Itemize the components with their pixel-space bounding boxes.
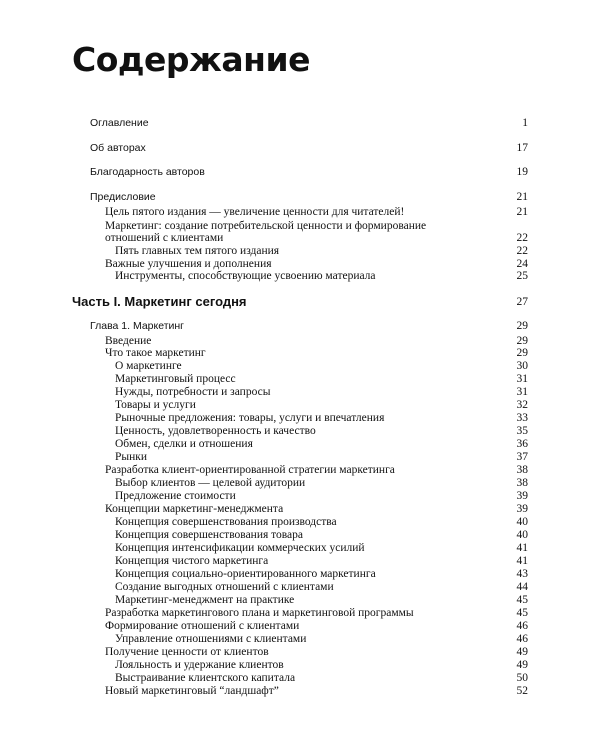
toc-entry-label: Рынки xyxy=(115,451,148,463)
toc-entry-page: 50 xyxy=(516,672,528,684)
toc-entry-acknowledgements[interactable] xyxy=(0,165,600,181)
toc-entry-page: 44 xyxy=(516,581,528,593)
toc-entry-label: Об авторах xyxy=(90,142,146,154)
toc-entry-page: 32 xyxy=(516,399,528,411)
toc-entry-label: Выбор клиентов — целевой аудитории xyxy=(115,477,306,489)
toc-entry-label: Концепция совершенствования товара xyxy=(115,529,304,541)
toc-entry-label: Маркетинговый процесс xyxy=(115,373,236,385)
toc-entry-label: Концепция социально-ориентированного маркетинга xyxy=(115,568,376,580)
toc-entry-label: Благодарность авторов xyxy=(90,166,205,178)
toc-entry-page: 25 xyxy=(516,270,528,282)
toc-entry-page: 39 xyxy=(516,503,528,515)
toc-entry-label: Концепция интенсификации коммерческих усилий xyxy=(115,542,365,554)
toc-entry-page: 1 xyxy=(522,117,528,129)
toc-entry-label: Новый маркетинговый “ландшафт” xyxy=(105,685,279,697)
toc-entry-table-of-contents[interactable] xyxy=(0,116,600,132)
toc-entry-label: Концепции маркетинг-менеджмента xyxy=(105,503,284,515)
toc-entry-page: 46 xyxy=(516,633,528,645)
toc-entry-label: Рыночные предложения: товары, услуги и впечатления xyxy=(115,412,385,424)
toc-entry-page: 37 xyxy=(516,451,528,463)
toc-entry-page: 46 xyxy=(516,620,528,632)
toc-entry-page: 39 xyxy=(516,490,528,502)
toc-entry-label: Получение ценности от клиентов xyxy=(105,646,269,658)
toc-entry-label: Обмен, сделки и отношения xyxy=(115,438,253,450)
toc-entry-label: Создание выгодных отношений с клиентами xyxy=(115,581,334,593)
toc-entry-label: Формирование отношений с клиентами xyxy=(105,620,300,632)
toc-entry-page: 21 xyxy=(516,206,528,218)
toc-entry-page: 35 xyxy=(516,425,528,437)
toc-entry-page: 41 xyxy=(516,542,528,554)
toc-entry-page: 36 xyxy=(516,438,528,450)
toc-entry-label: Управление отношениями с клиентами xyxy=(115,633,307,645)
toc-entry-label: Концепция совершенствования производства xyxy=(115,516,337,528)
toc-entry-label: Пять главных тем пятого издания xyxy=(115,245,280,257)
toc-entry-page: 45 xyxy=(516,607,528,619)
toc-entry-page: 30 xyxy=(516,360,528,372)
toc-entry-label: Предложение стоимости xyxy=(115,490,236,502)
toc-entry-page: 21 xyxy=(516,191,528,203)
toc-entry-label: Инструменты, способствующие усвоению материала xyxy=(115,270,376,282)
toc-entry-label: Предисловие xyxy=(90,191,156,203)
toc-entry-page: 17 xyxy=(516,142,528,154)
toc-entry-preface[interactable] xyxy=(0,190,600,206)
toc-entry-page: 41 xyxy=(516,555,528,567)
toc-entry-page: 38 xyxy=(516,477,528,489)
toc-entry-page: 22 xyxy=(516,232,528,244)
toc-entry-page: 49 xyxy=(516,659,528,671)
toc-entry-page: 29 xyxy=(516,335,528,347)
toc-entry-label: Важные улучшения и дополнения xyxy=(105,258,272,270)
toc-entry-label: Нужды, потребности и запросы xyxy=(115,386,271,398)
toc-entry-label: О маркетинге xyxy=(115,360,182,372)
toc-entry-label: Оглавление xyxy=(90,117,149,129)
toc-entry-about-authors[interactable] xyxy=(0,141,600,157)
toc-entry-page: 40 xyxy=(516,529,528,541)
toc-entry-page: 24 xyxy=(516,258,528,270)
toc-entry-page: 33 xyxy=(516,412,528,424)
toc-entry-page: 19 xyxy=(516,166,528,178)
toc-entry-label: Что такое маркетинг xyxy=(105,347,206,359)
toc-entry-page: 43 xyxy=(516,568,528,580)
toc-chapter-label: Глава 1. Маркетинг xyxy=(90,320,185,332)
toc-chapter-page: 29 xyxy=(516,320,528,332)
toc-entry-label: Лояльность и удержание клиентов xyxy=(115,659,284,671)
toc-part-page: 27 xyxy=(516,296,528,308)
toc-entry-label: Цель пятого издания — увеличение ценности для читателей! xyxy=(105,206,405,218)
toc-entry-label: Маркетинг-менеджмент на практике xyxy=(115,594,295,606)
toc-entry-label: Маркетинг: создание потребительской ценности и формирование xyxy=(105,220,427,232)
toc-entry-label: отношений с клиентами xyxy=(105,232,224,244)
toc-entry-label: Товары и услуги xyxy=(115,399,196,411)
toc-entry-page: 22 xyxy=(516,245,528,257)
toc-entry-label: Концепция чистого маркетинга xyxy=(115,555,269,567)
toc-entry-label: Разработка клиент-ориентированной стратегии маркетинга xyxy=(105,464,395,476)
toc-entry-page: 49 xyxy=(516,646,528,658)
toc-chapter-heading[interactable] xyxy=(0,319,600,335)
toc-entry[interactable] xyxy=(0,269,600,285)
toc-entry-label: Введение xyxy=(105,335,152,347)
toc-part-heading[interactable] xyxy=(0,295,600,313)
toc-entry-page: 29 xyxy=(516,347,528,359)
page-title: Содержание xyxy=(72,40,310,79)
toc-entry-page: 52 xyxy=(516,685,528,697)
toc-entry-page: 31 xyxy=(516,373,528,385)
toc-entry-label: Выстраивание клиентского капитала xyxy=(115,672,296,684)
toc-entry-label: Ценность, удовлетворенность и качество xyxy=(115,425,316,437)
toc-entry-page: 38 xyxy=(516,464,528,476)
toc-part-label: Часть I. Маркетинг сегодня xyxy=(72,294,247,309)
toc-entry[interactable] xyxy=(0,684,600,700)
toc-entry-page: 45 xyxy=(516,594,528,606)
toc-entry-page: 31 xyxy=(516,386,528,398)
toc-entry-label: Разработка маркетингового плана и маркетинговой программы xyxy=(105,607,414,619)
toc-entry-page: 40 xyxy=(516,516,528,528)
